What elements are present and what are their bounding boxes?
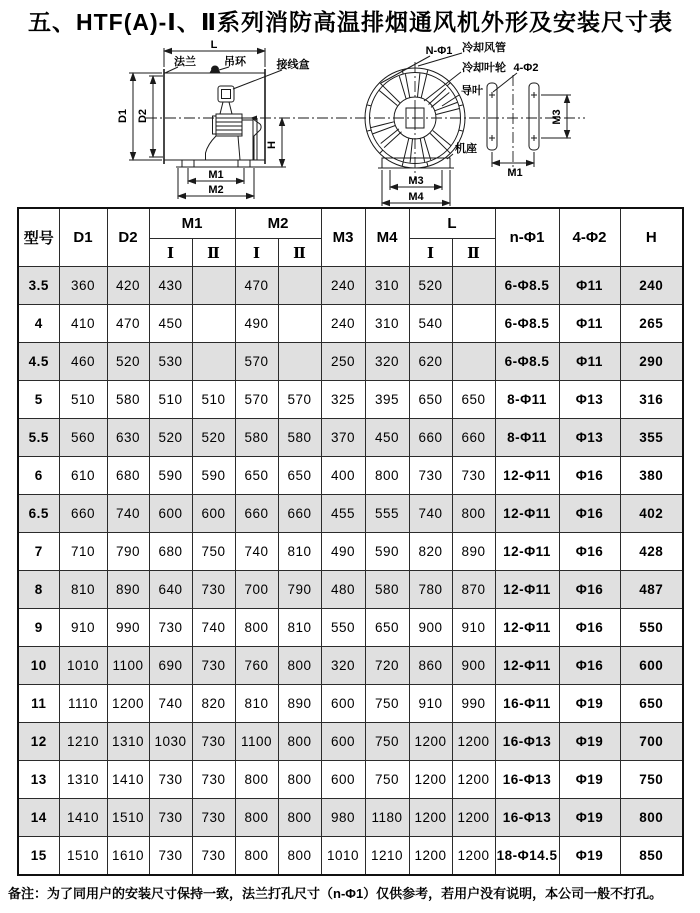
model-cell: 14 [18, 799, 59, 837]
table-cell: 455 [321, 495, 365, 533]
table-cell: 487 [620, 571, 683, 609]
table-cell: 910 [409, 685, 452, 723]
dimension-M3-flange [541, 95, 571, 138]
flange-label [165, 54, 196, 73]
dimension-M3-base [390, 170, 442, 190]
table-cell: Φ11 [559, 343, 620, 381]
table-cell: 310 [365, 305, 409, 343]
table-row [18, 457, 683, 495]
table-cell [192, 267, 235, 305]
n-phi1-label: N-Φ1 [425, 45, 453, 57]
footnote: 备注：为了同用户的安装尺寸保持一致，法兰打孔尺寸（n-Φ1）仅供参考，若用户没有说明，本公司一般不打孔。 [8, 886, 663, 901]
table-cell: 810 [59, 571, 107, 609]
table-cell: 910 [452, 609, 495, 647]
table-cell: 16-Φ13 [495, 723, 559, 761]
table-cell: 555 [365, 495, 409, 533]
table-row [18, 343, 683, 381]
table-cell: 740 [409, 495, 452, 533]
dim-h-label: H [266, 141, 278, 149]
table-cell: Φ19 [559, 685, 620, 723]
table-cell: 730 [409, 457, 452, 495]
dimension-D2 [137, 76, 163, 157]
table-cell: 750 [365, 761, 409, 799]
table-cell: 520 [409, 267, 452, 305]
table-cell: 890 [452, 533, 495, 571]
table-cell: Φ16 [559, 647, 620, 685]
table-cell: 450 [365, 419, 409, 457]
table-cell: 730 [192, 571, 235, 609]
model-cell: 8 [18, 571, 59, 609]
table-cell: 6-Φ8.5 [495, 305, 559, 343]
table-cell: 510 [149, 381, 192, 419]
table-cell: 810 [235, 685, 278, 723]
table-cell: 730 [192, 723, 235, 761]
table-cell: 360 [59, 267, 107, 305]
table-cell: 740 [235, 533, 278, 571]
table-cell: 990 [107, 609, 149, 647]
table-row [18, 837, 683, 876]
table-cell: 820 [409, 533, 452, 571]
table-cell: 650 [235, 457, 278, 495]
table-cell: 410 [59, 305, 107, 343]
table-cell: Φ16 [559, 609, 620, 647]
table-cell: 560 [59, 419, 107, 457]
col-header-n-phi1: n-Φ1 [495, 208, 559, 267]
table-cell: 1410 [59, 799, 107, 837]
table-cell: 730 [149, 799, 192, 837]
table-cell: 1200 [452, 723, 495, 761]
table-cell: 6-Φ8.5 [495, 267, 559, 305]
table-cell: 12-Φ11 [495, 647, 559, 685]
table-cell: 790 [107, 533, 149, 571]
table-cell: 600 [192, 495, 235, 533]
table-cell [278, 343, 321, 381]
table-cell: 800 [235, 837, 278, 876]
table-cell: 800 [235, 799, 278, 837]
table-cell: 650 [365, 609, 409, 647]
table-cell: 16-Φ13 [495, 799, 559, 837]
table-cell: 800 [278, 837, 321, 876]
table-cell: 900 [409, 609, 452, 647]
table-row [18, 685, 683, 723]
table-cell: 730 [192, 799, 235, 837]
table-row [18, 761, 683, 799]
table-cell: 420 [107, 267, 149, 305]
table-cell: 402 [620, 495, 683, 533]
table-cell: 710 [59, 533, 107, 571]
table-cell: 400 [321, 457, 365, 495]
table-cell: Φ19 [559, 723, 620, 761]
model-cell: 9 [18, 609, 59, 647]
table-cell: 490 [321, 533, 365, 571]
table-cell: 240 [321, 305, 365, 343]
table-cell: 990 [452, 685, 495, 723]
table-cell: 550 [620, 609, 683, 647]
table-cell: 800 [620, 799, 683, 837]
table-cell: Φ16 [559, 457, 620, 495]
table-cell: 16-Φ11 [495, 685, 559, 723]
table-cell: 1410 [107, 761, 149, 799]
table-cell: 1110 [59, 685, 107, 723]
table-cell: 490 [235, 305, 278, 343]
table-cell: 610 [59, 457, 107, 495]
model-cell: 12 [18, 723, 59, 761]
dim-m1-flange-label: M1 [507, 167, 523, 179]
table-cell: 12-Φ11 [495, 571, 559, 609]
col-header-m2: M2 [235, 208, 321, 239]
table-row [18, 419, 683, 457]
table-row [18, 267, 683, 305]
table-cell: 650 [452, 381, 495, 419]
label-n-phi1 [381, 45, 452, 83]
table-cell: 750 [620, 761, 683, 799]
table-cell: 890 [278, 685, 321, 723]
table-cell [278, 267, 321, 305]
model-cell: 13 [18, 761, 59, 799]
base-label: 机座 [455, 143, 477, 155]
table-cell: 800 [235, 761, 278, 799]
table-cell: 650 [620, 685, 683, 723]
table-cell: 660 [278, 495, 321, 533]
table-row [18, 495, 683, 533]
table-cell: Φ13 [559, 419, 620, 457]
dimension-M1 [188, 168, 244, 184]
table-cell: 355 [620, 419, 683, 457]
table-cell: 800 [278, 761, 321, 799]
table-cell: 1200 [452, 761, 495, 799]
table-cell: 8-Φ11 [495, 419, 559, 457]
guide-vane-label: 导叶 [461, 85, 483, 97]
table-cell: 510 [59, 381, 107, 419]
table-cell: 570 [235, 343, 278, 381]
table-cell: 730 [192, 837, 235, 876]
table-cell: 310 [365, 267, 409, 305]
table-cell: 520 [149, 419, 192, 457]
col-header-d2: D2 [107, 208, 149, 267]
table-cell: 730 [149, 761, 192, 799]
table-cell: 1100 [107, 647, 149, 685]
dim-d1-label: D1 [117, 108, 129, 124]
table-cell: 12-Φ11 [495, 457, 559, 495]
table-row [18, 609, 683, 647]
col-header-m2-ii: Ⅱ [278, 239, 321, 267]
table-cell: 325 [321, 381, 365, 419]
table-cell: 470 [235, 267, 278, 305]
col-header-h: H [620, 208, 683, 267]
table-cell: 320 [365, 343, 409, 381]
table-cell: 630 [107, 419, 149, 457]
model-cell: 7 [18, 533, 59, 571]
table-cell: 1010 [59, 647, 107, 685]
table-cell: 550 [321, 609, 365, 647]
table-cell: 900 [452, 647, 495, 685]
table-cell: 730 [149, 837, 192, 876]
table-cell: 12-Φ11 [495, 495, 559, 533]
table-cell: 480 [321, 571, 365, 609]
table-cell: 265 [620, 305, 683, 343]
table-cell: 1210 [365, 837, 409, 876]
four-phi2-label: 4-Φ2 [513, 62, 539, 74]
table-cell: Φ16 [559, 571, 620, 609]
dim-m3-base-label: M3 [408, 175, 424, 187]
table-cell: 800 [365, 457, 409, 495]
table-cell: 1200 [409, 761, 452, 799]
model-cell: 15 [18, 837, 59, 876]
table-row [18, 723, 683, 761]
model-cell: 6.5 [18, 495, 59, 533]
dim-d2-label: D2 [137, 108, 149, 124]
table-cell: Φ11 [559, 267, 620, 305]
table-cell: 730 [149, 609, 192, 647]
table-cell: 6-Φ8.5 [495, 343, 559, 381]
table-cell: 800 [278, 647, 321, 685]
table-cell: 510 [192, 381, 235, 419]
table-cell: 1200 [409, 799, 452, 837]
table-cell: 800 [235, 609, 278, 647]
table-cell: 600 [149, 495, 192, 533]
table-cell: Φ19 [559, 837, 620, 876]
table-cell: 580 [235, 419, 278, 457]
table-cell: 680 [107, 457, 149, 495]
model-cell: 6 [18, 457, 59, 495]
table-cell: 660 [452, 419, 495, 457]
table-cell: 750 [365, 723, 409, 761]
dim-m1-label: M1 [208, 169, 224, 181]
dim-m3-flange-label: M3 [551, 109, 563, 125]
table-cell: 780 [409, 571, 452, 609]
model-cell: 10 [18, 647, 59, 685]
table-body [18, 267, 683, 876]
col-header-m1-ii: Ⅱ [192, 239, 235, 267]
table-cell: 1510 [59, 837, 107, 876]
table-cell: 700 [235, 571, 278, 609]
table-cell: 1510 [107, 799, 149, 837]
table-cell: 650 [278, 457, 321, 495]
model-cell: 4 [18, 305, 59, 343]
table-cell: 580 [107, 381, 149, 419]
table-cell: 690 [149, 647, 192, 685]
table-cell: 660 [59, 495, 107, 533]
table-cell: 1210 [59, 723, 107, 761]
table-cell: 640 [149, 571, 192, 609]
col-header-l-ii: Ⅱ [452, 239, 495, 267]
side-view-drawing [88, 40, 360, 212]
table-header [18, 208, 683, 267]
table-cell: Φ13 [559, 381, 620, 419]
table-cell: Φ19 [559, 761, 620, 799]
dim-l-label: L [210, 40, 218, 51]
table-cell: 428 [620, 533, 683, 571]
cooling-impeller-label: 冷却叶轮 [462, 62, 506, 74]
col-header-4-phi2: 4-Φ2 [559, 208, 620, 267]
table-cell: Φ19 [559, 799, 620, 837]
flange-label-text: 法兰 [174, 56, 196, 68]
col-header-m4: M4 [365, 208, 409, 267]
table-cell: 520 [107, 343, 149, 381]
table-cell: 730 [452, 457, 495, 495]
table-cell: 890 [107, 571, 149, 609]
table-cell: 540 [409, 305, 452, 343]
table-cell: 1200 [452, 837, 495, 876]
table-cell: 370 [321, 419, 365, 457]
table-cell: 570 [278, 381, 321, 419]
table-cell: 750 [192, 533, 235, 571]
table-cell: 1180 [365, 799, 409, 837]
table-cell: Φ16 [559, 533, 620, 571]
table-cell: 1610 [107, 837, 149, 876]
table-cell: 320 [321, 647, 365, 685]
table-cell: 570 [235, 381, 278, 419]
lifting-ring [210, 54, 247, 73]
table-cell: 1310 [59, 761, 107, 799]
table-cell: 740 [149, 685, 192, 723]
table-cell: 800 [452, 495, 495, 533]
table-cell: 316 [620, 381, 683, 419]
table-cell: 870 [452, 571, 495, 609]
table-cell: 240 [620, 267, 683, 305]
table-cell: 12-Φ11 [495, 533, 559, 571]
table-cell: 12-Φ11 [495, 609, 559, 647]
table-cell: 860 [409, 647, 452, 685]
table-cell: 1200 [107, 685, 149, 723]
table-cell: 290 [620, 343, 683, 381]
col-header-m1: M1 [149, 208, 235, 239]
feet [176, 160, 256, 167]
table-cell [452, 305, 495, 343]
table-cell: 800 [278, 723, 321, 761]
table-cell: 850 [620, 837, 683, 876]
table-cell: 1200 [409, 837, 452, 876]
table-cell: 740 [107, 495, 149, 533]
model-cell: 5.5 [18, 419, 59, 457]
table-cell: 740 [192, 609, 235, 647]
table-cell: 600 [321, 685, 365, 723]
table-cell: 590 [365, 533, 409, 571]
table-row [18, 305, 683, 343]
junction-box-label: 接线盒 [276, 59, 310, 71]
table-cell: 1200 [452, 799, 495, 837]
table-cell: 600 [620, 647, 683, 685]
table-cell: 395 [365, 381, 409, 419]
dimensions-table [17, 207, 684, 876]
table-cell: 240 [321, 267, 365, 305]
table-cell: 810 [278, 533, 321, 571]
table-cell: 1200 [409, 723, 452, 761]
page-title: 五、HTF(A)-Ⅰ、Ⅱ系列消防高温排烟通风机外形及安装尺寸表 [28, 9, 674, 35]
table-cell: 730 [192, 647, 235, 685]
table-cell: 1030 [149, 723, 192, 761]
cooling-duct-label: 冷却风管 [462, 42, 506, 54]
table-cell: 8-Φ11 [495, 381, 559, 419]
table-cell: 590 [192, 457, 235, 495]
label-base [447, 141, 477, 159]
table-cell: 590 [149, 457, 192, 495]
dim-m4-base-label: M4 [408, 191, 424, 203]
table-cell: 470 [107, 305, 149, 343]
table-cell: 600 [321, 723, 365, 761]
col-header-m3: M3 [321, 208, 365, 267]
flange-ring-1 [487, 83, 497, 150]
table-cell: Φ11 [559, 305, 620, 343]
table-cell: 1310 [107, 723, 149, 761]
table-cell: 760 [235, 647, 278, 685]
table-cell: 1010 [321, 837, 365, 876]
table-row [18, 381, 683, 419]
flange-ring-2 [529, 83, 539, 150]
model-cell: 4.5 [18, 343, 59, 381]
dim-m2-label: M2 [208, 184, 224, 196]
table-cell: 250 [321, 343, 365, 381]
table-cell: 520 [192, 419, 235, 457]
table-cell: 810 [278, 609, 321, 647]
table-row [18, 533, 683, 571]
table-cell: 720 [365, 647, 409, 685]
model-cell: 3.5 [18, 267, 59, 305]
table-cell [452, 267, 495, 305]
table-cell: 580 [278, 419, 321, 457]
table-cell: 700 [620, 723, 683, 761]
table-row [18, 571, 683, 609]
table-cell: 790 [278, 571, 321, 609]
table-cell: 430 [149, 267, 192, 305]
col-header-m2-i: Ⅰ [235, 239, 278, 267]
table-cell: 730 [192, 761, 235, 799]
table-cell [192, 343, 235, 381]
col-header-l-i: Ⅰ [409, 239, 452, 267]
table-cell: 620 [409, 343, 452, 381]
table-cell: 660 [235, 495, 278, 533]
table-cell: 600 [321, 761, 365, 799]
table-cell: 16-Φ13 [495, 761, 559, 799]
table-cell: 460 [59, 343, 107, 381]
table-row [18, 799, 683, 837]
table-cell [278, 305, 321, 343]
table-cell: 980 [321, 799, 365, 837]
table-cell: 820 [192, 685, 235, 723]
table-cell: 800 [278, 799, 321, 837]
table-cell [192, 305, 235, 343]
model-cell: 11 [18, 685, 59, 723]
table-cell: 1100 [235, 723, 278, 761]
table-cell: 580 [365, 571, 409, 609]
table-cell: 450 [149, 305, 192, 343]
table-cell: Φ16 [559, 495, 620, 533]
col-header-l: L [409, 208, 495, 239]
col-header-m1-i: Ⅰ [149, 239, 192, 267]
col-header-model: 型号 [18, 208, 59, 267]
table-cell: 660 [409, 419, 452, 457]
table-cell [452, 343, 495, 381]
front-view-drawing [355, 40, 590, 212]
table-cell: 380 [620, 457, 683, 495]
table-cell: 18-Φ14.5 [495, 837, 559, 876]
table-cell: 680 [149, 533, 192, 571]
model-cell: 5 [18, 381, 59, 419]
table-row [18, 647, 683, 685]
lifting-ring-label: 吊环 [224, 56, 246, 68]
table-cell: 530 [149, 343, 192, 381]
table-cell: 910 [59, 609, 107, 647]
table-cell: 750 [365, 685, 409, 723]
table-cell: 650 [409, 381, 452, 419]
motor [206, 114, 262, 160]
col-header-d1: D1 [59, 208, 107, 267]
